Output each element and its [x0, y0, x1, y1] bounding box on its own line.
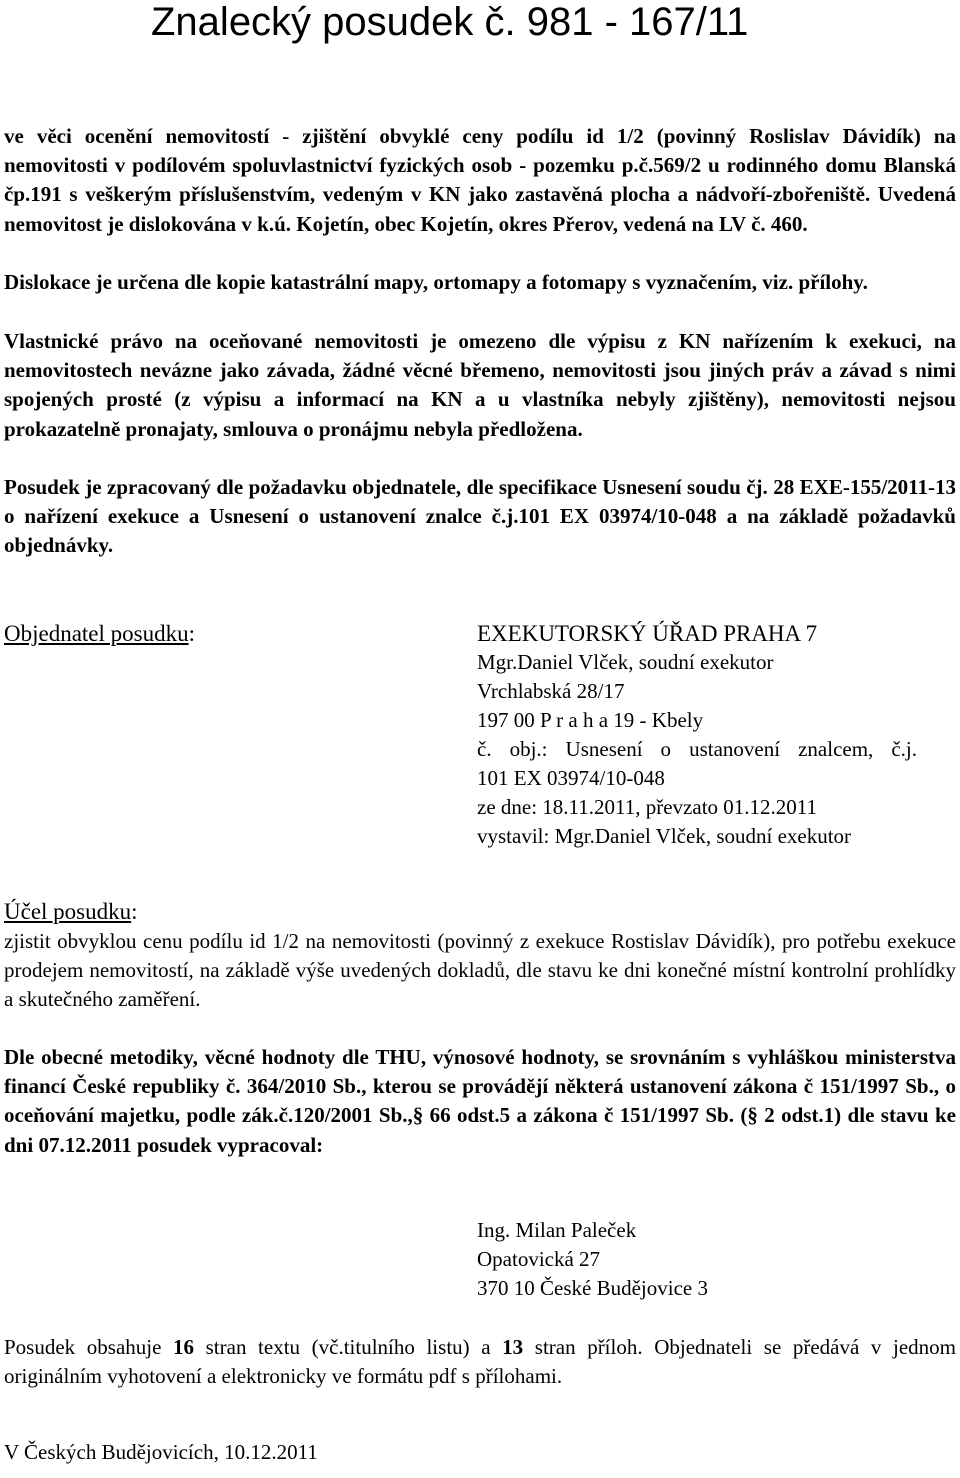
- client-date-line: ze dne: 18.11.2011, převzato 01.12.2011: [477, 795, 817, 819]
- client-city: 197 00 P r a h a 19 - Kbely: [477, 708, 704, 732]
- purpose-label: Účel posudku:: [4, 899, 138, 924]
- client-issued-by: vystavil: Mgr.Daniel Vlček, soudní exekutor: [477, 824, 852, 848]
- client-office: EXEKUTORSKÝ ÚŘAD PRAHA 7: [477, 621, 818, 646]
- client-address-block: [477, 619, 917, 851]
- subject-paragraph: ve věci ocenění nemovitostí - zjištění obvyklé ceny podílu id 1/2 (povinný Roslislav Dávidík) na nemovitosti v podílovém spoluvlastnictví fyzických osob - pozemku p.č.569/2 u rodinného domu Blanská čp.191 s veškerým příslušenstvím, vedeným v KN jako zastavěná plocha a nádvoří-zbořeniště. Uvedená nemovitost je dislokována v k.ú. Kojetín, obec Kojetín, okres Přerov, vedená na LV č. 460.: [4, 124, 956, 236]
- client-order-ref: č. obj.: Usnesení o ustanovení znalcem, č.j.: [477, 737, 917, 761]
- client-label: Objednatel posudku:: [4, 621, 195, 646]
- request-paragraph: Posudek je zpracovaný dle požadavku objednatele, dle specifikace Usnesení soudu čj. 28 EXE-155/2011-13 o nařízení exekuce a Usnesení o ustanovení znalce č.j.101 EX 03974/10-048 a na základě požadavků objednávky.: [4, 475, 956, 558]
- ownership-paragraph: Vlastnické právo na oceňované nemovitosti je omezeno dle výpisu z KN nařízením k exekuci, na nemovitostech nevázne jako závada, žádné věcné břemeno, nemovitosti jsou jiných práv a závad s nimi spojených prosté (z výpisu a informací na KN a u vlastníka nebyly zjištěny), nemovitosti nejsou prokazatelně pronajaty, smlouva o pronájmu nebyla předložena.: [4, 329, 956, 441]
- dislocation-paragraph: Dislokace je určena dle kopie katastrální mapy, ortomapy a fotomapy s vyznačením, viz. přílohy.: [4, 270, 868, 294]
- expert-city: 370 10 České Budějovice 3: [477, 1276, 708, 1300]
- client-case-number: 101 EX 03974/10-048: [477, 766, 665, 790]
- expert-address-block: [477, 1216, 708, 1303]
- expert-street: Opatovická 27: [477, 1247, 601, 1271]
- purpose-text: zjistit obvyklou cenu podílu id 1/2 na nemovitosti (povinný z exekuce Rostislav Dávidík), pro potřebu exekuce prodejem nemovitostí, na základě výše uvedených dokladů, dle stavu ke dni konečné místní kontrolní prohlídky a skutečného zaměření.: [4, 929, 956, 1012]
- expert-name: Ing. Milan Paleček: [477, 1218, 637, 1242]
- client-street: Vrchlabská 28/17: [477, 679, 625, 703]
- place-date: V Českých Budějovicích, 10.12.2011: [4, 1440, 318, 1464]
- page-title: Znalecký posudek č. 981 - 167/11: [151, 0, 749, 44]
- attachment-page-count: 13: [502, 1335, 524, 1359]
- text-page-count: 16: [173, 1335, 195, 1359]
- methodology-paragraph: Dle obecné metodiky, věcné hodnoty dle THU, výnosové hodnoty, se srovnáním s vyhláškou ministerstva financí České republiky č. 364/2010 Sb., kterou se provádějí některá ustanovení zákona č 151/1997 Sb., o oceňování majetku, podle zák.č.120/2001 Sb.,§ 66 odst.5 a zákona č 151/1997 Sb. (§ 2 odst.1) dle stavu ke dni 07.12.2011 posudek vypracoval:: [4, 1045, 956, 1157]
- client-name: Mgr.Daniel Vlček, soudní exekutor: [477, 650, 774, 674]
- contents-paragraph: Posudek obsahuje 16 stran textu (vč.titulního listu) a 13 stran příloh. Objednateli se předává v jednom originálním vyhotovení a elektronicky ve formátu pdf s přílohami.: [4, 1335, 957, 1389]
